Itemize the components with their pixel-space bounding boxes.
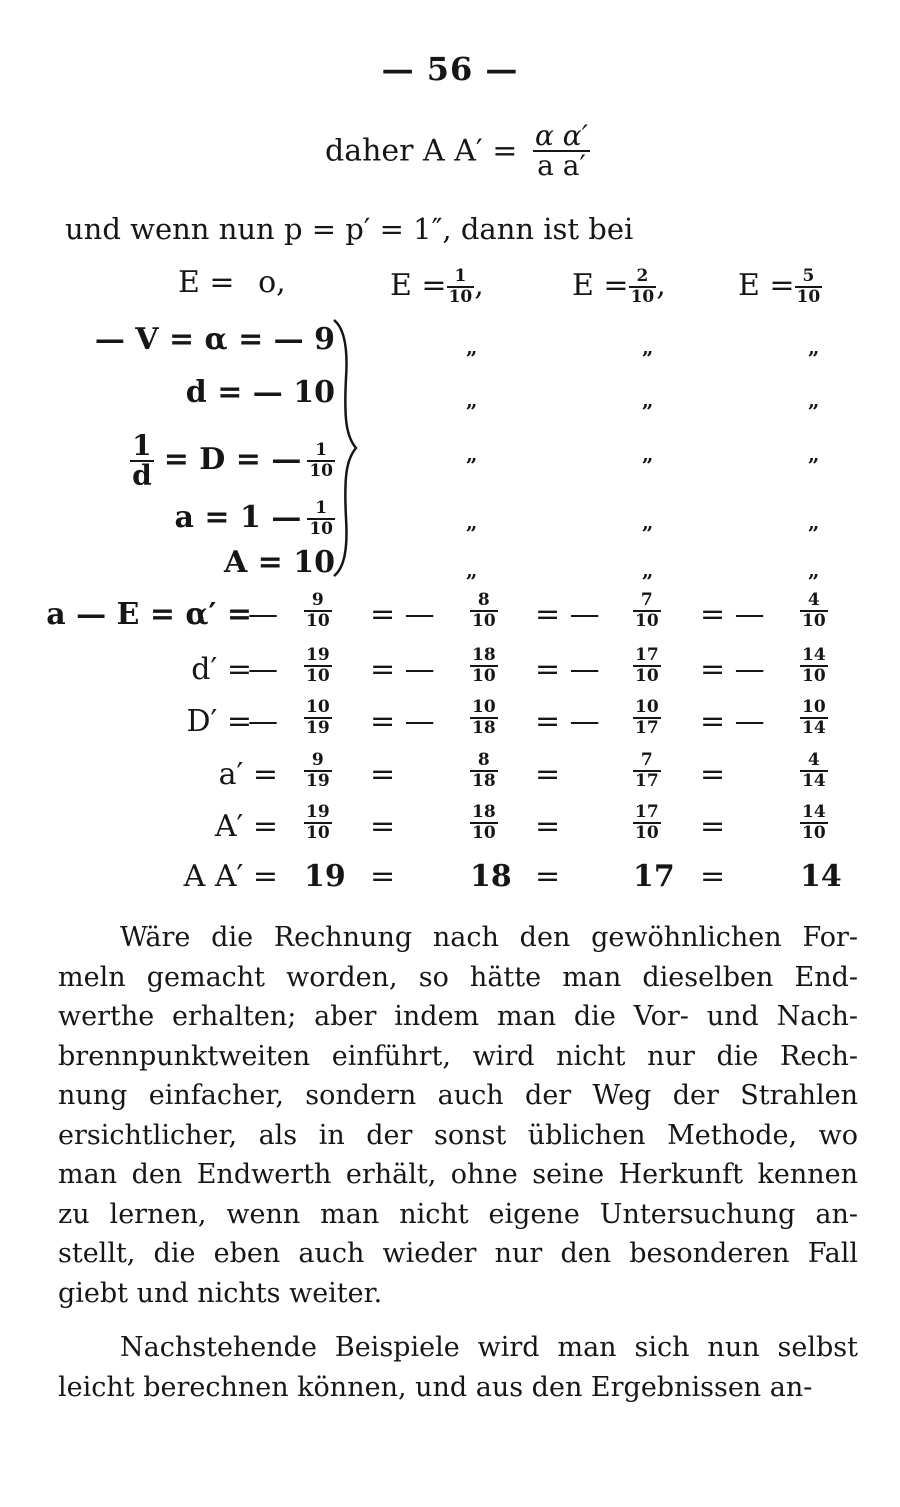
result-fraction-cell [470,592,498,630]
result-fraction [304,592,332,630]
result-fraction-numerator: 17 [635,645,659,665]
result-fraction-denominator: 10 [306,823,330,843]
result-fraction-cell [633,592,661,630]
result-sign: — [248,704,278,739]
e-header-fraction-numerator: 2 [629,268,657,288]
result-row-label-5: A A′ = [183,859,278,894]
result-fraction-numerator: 7 [633,592,661,612]
result-fraction-cell [304,699,332,737]
result-fraction-denominator: 10 [802,666,826,686]
result-sign: = [700,757,726,792]
ditto-mark: „ [466,388,478,412]
e-header-label: E = [572,268,629,303]
result-fraction-numerator: 4 [800,752,828,772]
result-fraction-cell [470,752,498,790]
ditto-mark: „ [466,558,478,582]
text-line: ersichtlicher, als in der sonst üblichen Methode, wo [58,1119,858,1151]
result-fraction-numerator: 19 [306,645,330,665]
result-fraction-denominator: 10 [635,611,659,631]
result-fraction-denominator: 17 [635,771,659,791]
result-fraction-denominator: 10 [472,666,496,686]
result-fraction-numerator: 10 [472,697,496,717]
daher-numerator: α α′ [534,119,589,152]
text-line: nung einfacher, sondern auch der Weg der Strahlen [58,1080,858,1111]
text-line: brennpunktweiten einführt, wird nicht nur die Rech- [58,1040,858,1072]
text-line: werthe erhalten; aber indem man die Vor- und Nach- [58,1001,858,1032]
result-fraction [304,699,332,737]
e-header-fraction-denominator: 10 [630,287,655,307]
page-number: — 56 — [381,50,519,88]
bracket-row-label: A = 10 [223,545,335,580]
paragraph-2 [58,1328,858,1407]
result-fraction-numerator: 10 [306,697,330,717]
ditto-mark: „ [808,335,820,359]
result-sign: = — [700,652,765,687]
e-header-suffix: , [474,268,484,303]
result-fraction-cell [470,647,498,685]
result-fraction [800,647,828,685]
result-fraction-cell [633,752,661,790]
daher-fraction [533,119,590,182]
result-sign: = — [535,597,600,632]
result-fraction-cell [470,804,498,842]
bracket-row-1 [185,375,335,410]
result-value: 18 [470,859,512,894]
result-sign: = [370,859,396,894]
result-fraction-denominator: 10 [306,666,330,686]
e-header-3 [738,268,822,306]
result-fraction-cell [304,752,332,790]
paragraph-1 [58,918,858,1313]
e-header-fraction-denominator: 10 [448,287,473,307]
result-fraction-cell [800,804,828,842]
text-line: leicht berechnen können, und aus den Ergebnissen an- [58,1371,813,1403]
result-fraction-cell [633,647,661,685]
text-line: stellt, die eben auch wieder nur den besonderen Fall [58,1238,858,1269]
result-row-label-1: d′ = [191,652,252,687]
result-fraction [470,647,498,685]
text-line: zu lernen, wenn man nicht eigene Untersuchung an- [58,1198,858,1230]
e-header-fraction-numerator: 5 [795,268,823,288]
result-value: 14 [800,859,842,894]
result-fraction-denominator: 10 [472,611,496,631]
result-fraction-denominator: 18 [472,718,496,738]
result-fraction [633,699,661,737]
result-fraction-denominator: 14 [802,771,826,791]
result-fraction-cell [304,592,332,630]
result-fraction-denominator: 18 [472,771,496,791]
bracket-row-3 [175,500,335,538]
result-fraction-denominator: 19 [306,718,330,738]
ditto-mark: „ [808,442,820,466]
result-fraction-numerator: 8 [470,752,498,772]
bracket-row-label: a = 1 — [174,500,302,535]
result-row-label-3: a′ = [218,757,278,792]
intro-line: und wenn nun p = p′ = 1″, dann ist bei [65,212,634,246]
daher-denominator: a a′ [537,149,586,182]
e-header-1 [390,268,484,306]
e-header-fraction-numerator: 1 [447,268,475,288]
result-fraction-numerator: 4 [800,592,828,612]
result-fraction-denominator: 10 [635,823,659,843]
result-fraction-denominator: 10 [802,823,826,843]
text-line: meln gemacht worden, so hätte man dieselben End- [58,961,858,993]
result-fraction-numerator: 9 [304,752,332,772]
result-fraction-denominator: 10 [635,666,659,686]
bracket-row-fraction-numerator: 1 [307,442,335,462]
result-sign: — [248,652,278,687]
one-over-d-denominator: d [132,459,152,492]
result-fraction [304,647,332,685]
curly-brace-icon [330,318,360,578]
e-header-value: o, [248,265,286,300]
e-header-label: E = [178,265,235,300]
result-value: 19 [304,859,346,894]
text-line: Nachstehende Beispiele wird man sich nun selbst [120,1332,858,1363]
result-fraction-denominator: 19 [306,771,330,791]
result-row-label-2: D′ = [186,704,252,739]
result-fraction [470,699,498,737]
result-fraction-numerator: 18 [472,802,496,822]
result-sign: = [535,809,561,844]
ditto-mark: „ [642,388,654,412]
result-fraction [633,804,661,842]
result-fraction [470,592,498,630]
result-fraction-denominator: 10 [306,611,330,631]
result-sign: = — [370,704,435,739]
text-line: Wäre die Rechnung nach den gewöhnlichen For- [120,922,858,953]
result-fraction-cell [633,804,661,842]
bracket-row-label: d = — 10 [185,375,335,410]
e-header-label: E = [390,268,447,303]
result-fraction-numerator: 9 [304,592,332,612]
result-fraction [800,592,828,630]
result-fraction-numerator: 14 [802,802,826,822]
ditto-mark: „ [808,510,820,534]
daher-equation [325,119,590,182]
result-fraction [470,804,498,842]
result-row-label-0: a — E = α′ = [46,597,252,632]
result-fraction-numerator: 18 [472,645,496,665]
ditto-mark: „ [808,388,820,412]
ditto-mark: „ [642,335,654,359]
bracket-row-fraction-denominator: 10 [309,461,333,481]
result-fraction-numerator: 8 [470,592,498,612]
e-header-label: E = [738,268,795,303]
result-sign: = — [370,597,435,632]
bracket-row-4 [223,545,335,580]
result-sign: = [370,757,396,792]
result-sign: = [535,859,561,894]
e-header-fraction-denominator: 10 [796,287,821,307]
text-line: man den Endwerth erhält, ohne seine Herkunft kennen [58,1159,858,1190]
result-sign: = — [535,704,600,739]
result-sign: = — [535,652,600,687]
result-sign: = — [370,652,435,687]
result-fraction [800,699,828,737]
ditto-mark: „ [642,442,654,466]
result-fraction [633,647,661,685]
ditto-mark: „ [466,335,478,359]
result-fraction-cell [304,804,332,842]
e-header-fraction [629,268,657,306]
result-sign: = — [700,704,765,739]
ditto-mark: „ [642,558,654,582]
result-fraction [470,752,498,790]
e-header-2 [572,268,666,306]
result-fraction-cell [800,699,828,737]
result-fraction-denominator: 10 [802,611,826,631]
ditto-mark: „ [642,510,654,534]
one-over-d-numerator: 1 [130,432,154,462]
result-fraction-numerator: 10 [802,697,826,717]
result-fraction-denominator: 10 [472,823,496,843]
daher-prefix: daher A A′ = [325,133,518,169]
result-sign: = [370,809,396,844]
result-fraction-cell [304,647,332,685]
result-fraction-cell [800,592,828,630]
bracket-row-fraction-denominator: 10 [309,519,333,539]
ditto-mark: „ [466,442,478,466]
result-sign: = — [700,597,765,632]
e-header-fraction [795,268,823,306]
result-value: 17 [633,859,675,894]
e-header-0 [178,265,286,300]
bracket-row-label: = D = — [163,442,302,477]
result-fraction-denominator: 17 [635,718,659,738]
text-line: giebt und nichts weiter. [58,1277,383,1309]
result-fraction [304,752,332,790]
bracket-row-fraction-numerator: 1 [307,500,335,520]
result-sign: = [700,809,726,844]
result-sign: — [248,597,278,632]
ditto-mark: „ [808,558,820,582]
ditto-mark: „ [466,510,478,534]
result-fraction-cell [470,699,498,737]
result-fraction-cell [800,647,828,685]
result-row-label-4: A′ = [214,809,278,844]
result-fraction-denominator: 14 [802,718,826,738]
result-fraction [800,804,828,842]
result-fraction-cell [633,699,661,737]
result-sign: = [535,757,561,792]
e-header-suffix: , [656,268,666,303]
result-fraction [633,752,661,790]
bracket-row-0 [94,322,335,357]
bracket-row-label: — V = α = — 9 [94,322,335,357]
result-fraction-numerator: 10 [635,697,659,717]
result-fraction-numerator: 19 [306,802,330,822]
result-fraction-numerator: 14 [802,645,826,665]
e-header-fraction [447,268,475,306]
result-fraction-numerator: 7 [633,752,661,772]
result-fraction [304,804,332,842]
result-fraction [633,592,661,630]
result-fraction-numerator: 17 [635,802,659,822]
result-fraction [800,752,828,790]
result-sign: = [700,859,726,894]
bracket-row-2 [130,429,335,492]
result-fraction-cell [800,752,828,790]
one-over-d [130,429,154,492]
